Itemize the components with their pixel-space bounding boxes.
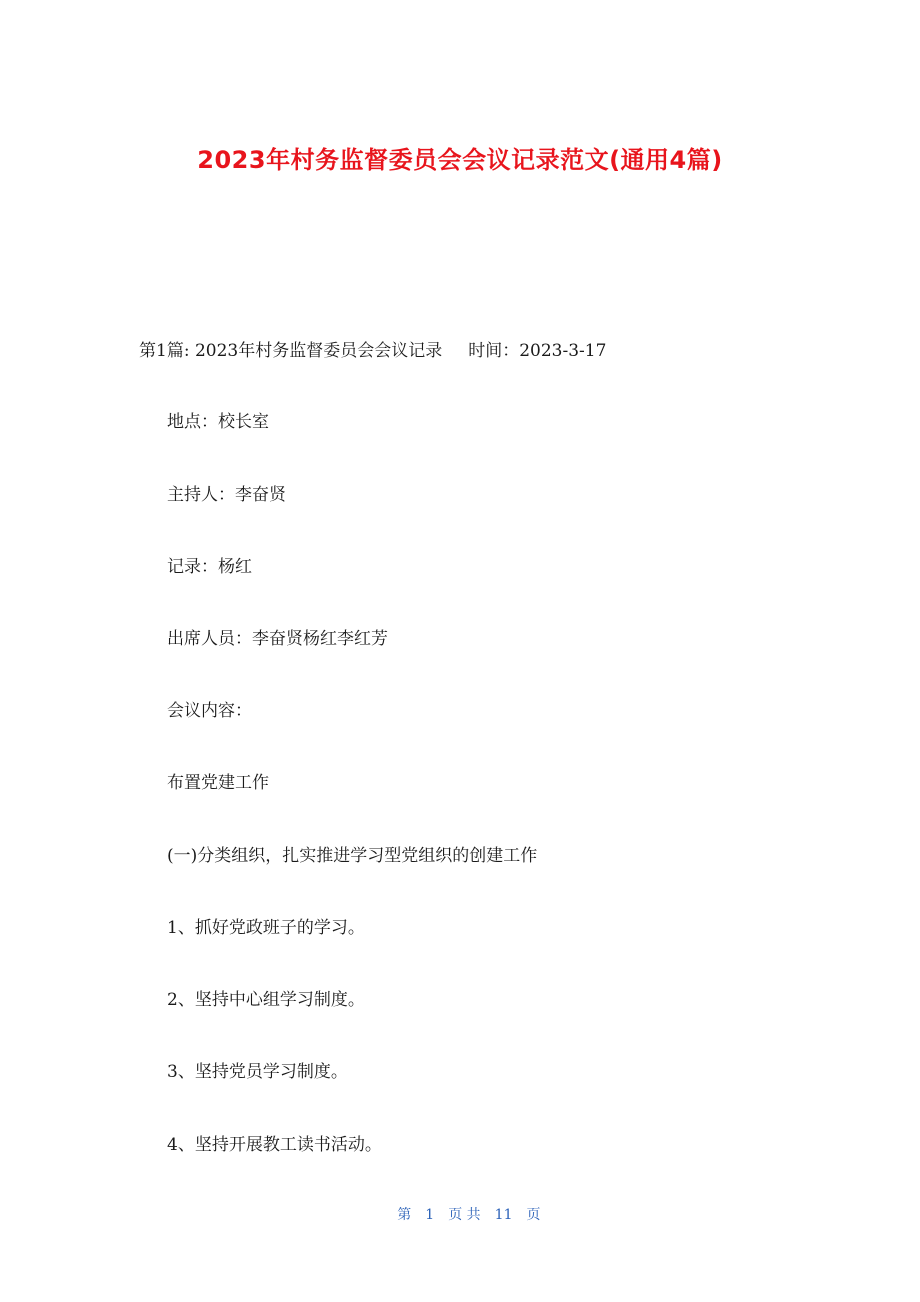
section-heading: 第1篇: 2023年村务监督委员会会议记录 bbox=[139, 341, 443, 361]
paragraph-item-2: 2、坚持中心组学习制度。 bbox=[167, 990, 365, 1010]
meeting-time: 时间：2023-3-17 bbox=[468, 341, 607, 361]
first-section-heading-line bbox=[139, 336, 606, 361]
paragraph-recorder: 记录：杨红 bbox=[167, 557, 252, 577]
paragraph-item-1: 1、抓好党政班子的学习。 bbox=[167, 918, 365, 938]
page-footer bbox=[0, 1188, 920, 1240]
paragraph-location: 地点：校长室 bbox=[167, 412, 269, 432]
footer-page-number: 1 bbox=[425, 1207, 435, 1223]
footer-middle: 页 共 bbox=[448, 1207, 481, 1223]
document-title: 2023年村务监督委员会会议记录范文(通用4篇) bbox=[197, 146, 723, 174]
paragraph-attendees: 出席人员：李奋贤杨红李红芳 bbox=[167, 629, 388, 649]
footer-prefix: 第 bbox=[397, 1207, 412, 1223]
footer-suffix: 页 bbox=[526, 1207, 541, 1223]
paragraph-party-work: 布置党建工作 bbox=[167, 773, 269, 793]
paragraph-host: 主持人：李奋贤 bbox=[167, 485, 286, 505]
footer-total-pages: 11 bbox=[494, 1207, 513, 1223]
paragraph-item-3: 3、坚持党员学习制度。 bbox=[167, 1062, 348, 1082]
paragraph-item-4: 4、坚持开展教工读书活动。 bbox=[167, 1135, 382, 1155]
paragraph-section-one: (一)分类组织，扎实推进学习型党组织的创建工作 bbox=[167, 846, 538, 866]
paragraph-meeting-content: 会议内容： bbox=[167, 701, 252, 721]
